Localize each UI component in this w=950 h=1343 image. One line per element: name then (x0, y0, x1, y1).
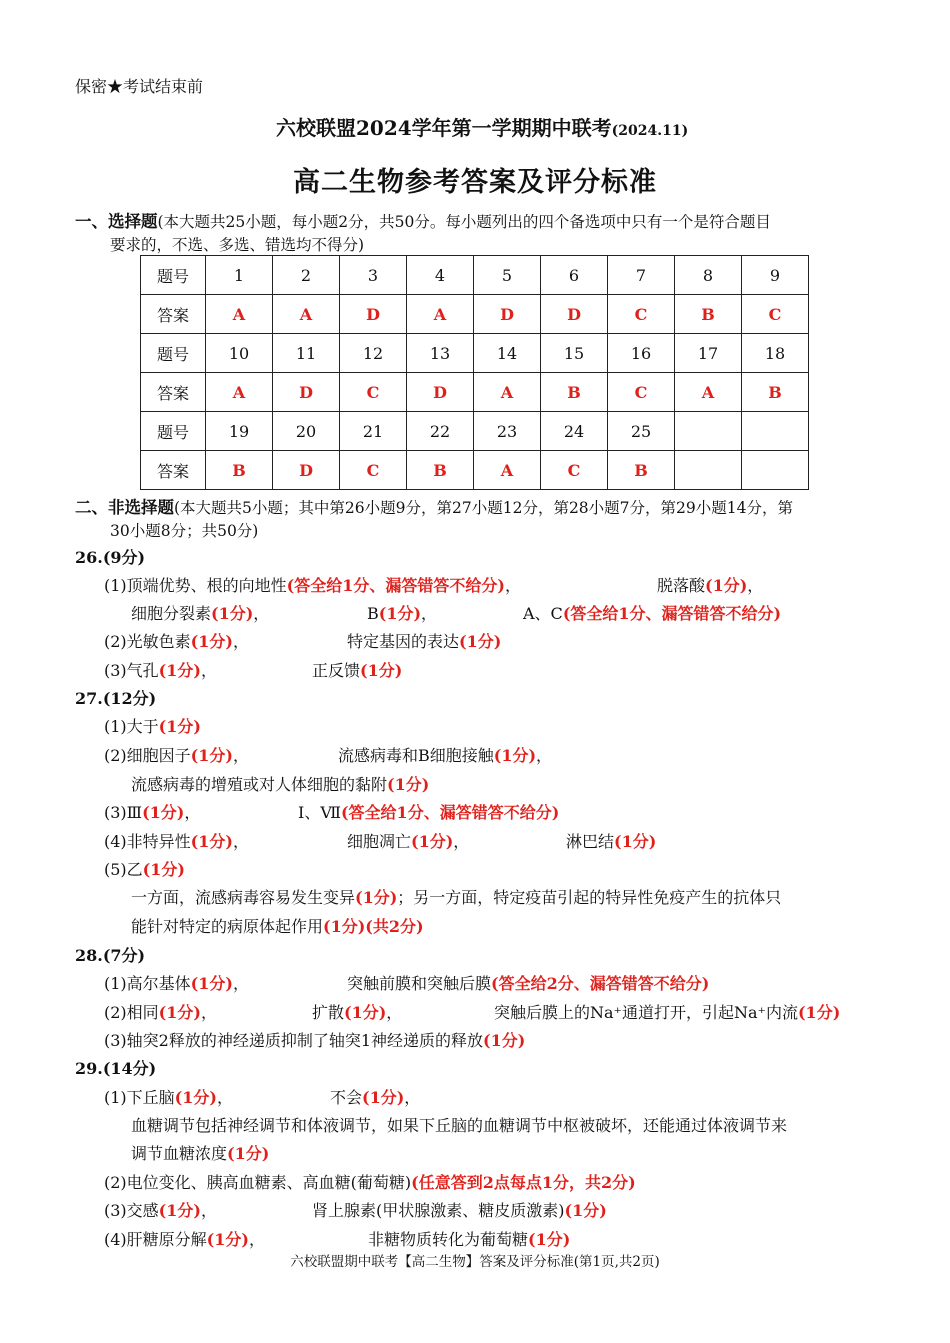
q28-heading: 28.(7分) (75, 946, 146, 965)
answer-cell: A (474, 451, 541, 490)
q26-l2b-punct: ， (421, 604, 438, 623)
q27-l4a-score: (1分) (142, 803, 185, 822)
q26-l3a-score: (1分) (190, 632, 233, 651)
q27-line5b (347, 829, 469, 852)
q26-l1b-text: 脱落酸 (657, 576, 706, 595)
q26-l1a-punct: ， (504, 576, 521, 595)
q26-line1b (657, 573, 763, 596)
question-number-cell: 7 (608, 256, 675, 295)
question-number-row (141, 334, 809, 373)
q26-l1a-text: (1)顶端优势、根的向地性 (104, 576, 287, 595)
q28-line2a (104, 1000, 217, 1023)
answer-cell: B (608, 451, 675, 490)
q27-l2b-text: 流感病毒和B细胞接触 (338, 746, 494, 765)
question-number-cell (742, 412, 809, 451)
question-row-label: 题号 (141, 412, 206, 451)
section1-desc-2: 要求的，不选、多选、错选均不得分) (110, 236, 365, 254)
answer-table (140, 255, 809, 490)
q26-line3a (104, 629, 249, 652)
q29-l1b-punct: ， (404, 1088, 421, 1107)
q26-l1b-punct: ， (747, 576, 764, 595)
answer-cell (675, 451, 742, 490)
q26-heading: 26.(9分) (75, 548, 146, 567)
q27-line4b (298, 800, 559, 823)
q27-line2a (104, 743, 249, 766)
q27-l7a-text: 一方面，流感病毒容易发生变异 (131, 888, 356, 907)
section2-title: 二、非选择题 (75, 498, 174, 517)
section1-heading (75, 208, 771, 232)
q26-l2a-score: (1分) (211, 604, 254, 623)
question-number-cell (675, 412, 742, 451)
q27-l5c-text: 淋巴结 (566, 832, 615, 851)
q26-l3a-punct: ， (232, 632, 249, 651)
q29-l1a-text: (1)下丘脑 (104, 1088, 175, 1107)
q29-l6b-score: (1分) (528, 1230, 571, 1249)
confidential-label: 保密★考试结束前 (75, 77, 204, 96)
q27-line4a (104, 800, 200, 823)
q27-l4a-punct: ， (184, 803, 201, 822)
answer-cell: C (742, 295, 809, 334)
q29-line1a (104, 1085, 233, 1108)
question-number-cell: 13 (407, 334, 474, 373)
section2-desc-2: 30小题8分；共50分) (110, 522, 259, 540)
q26-l4a-score: (1分) (158, 661, 201, 680)
question-number-cell: 19 (206, 412, 273, 451)
question-number-cell: 9 (742, 256, 809, 295)
question-number-cell: 6 (541, 256, 608, 295)
q29-l1a-punct: ， (216, 1088, 233, 1107)
question-number-cell: 3 (340, 256, 407, 295)
question-number-cell: 4 (407, 256, 474, 295)
q26-l4b-text: 正反馈 (312, 661, 361, 680)
q28-l1a-score: (1分) (190, 974, 233, 993)
answer-cell: D (474, 295, 541, 334)
q27-l1a-text: (1)大于 (104, 717, 159, 736)
q29-l1b-text: 不会 (330, 1088, 363, 1107)
q29-l6a-text: (4)肝糖原分解 (104, 1230, 207, 1249)
q29-heading: 29.(14分) (75, 1059, 157, 1078)
q27-l4a-text: (3)Ⅲ (104, 803, 143, 822)
q29-line4 (104, 1170, 636, 1193)
q26-l2c-text: A、C (523, 604, 563, 623)
q29-line6b (368, 1227, 570, 1250)
q29-l5b-text: 肾上腺素(甲状腺激素、糖皮质激素) (312, 1201, 565, 1220)
q28-l2b-score: (1分) (344, 1003, 387, 1022)
q27-l2a-text: (2)细胞因子 (104, 746, 191, 765)
q28-line3 (104, 1028, 525, 1051)
answer-cell: C (340, 373, 407, 412)
q27-l2b-punct: ， (536, 746, 553, 765)
q27-l3a-text: 流感病毒的增殖或对人体细胞的黏附 (131, 775, 388, 794)
question-number-cell: 17 (675, 334, 742, 373)
question-row-label: 题号 (141, 256, 206, 295)
q27-l8a-score: (1分)(共2分) (323, 917, 424, 936)
q29-l4a-score: (任意答到2点每点1分，共2分) (411, 1173, 636, 1192)
answer-cell (742, 451, 809, 490)
q26-l2c-score: (答全给1分、漏答错答不给分) (562, 604, 782, 623)
q27-l8a-text: 能针对特定的病原体起作用 (131, 917, 324, 936)
q26-l2a-punct: ， (253, 604, 270, 623)
q26-l2a-text: 细胞分裂素 (131, 604, 212, 623)
q29-l6a-punct: ， (248, 1230, 265, 1249)
q29-l5b-score: (1分) (564, 1201, 607, 1220)
q27-l7a-score: (1分) (355, 888, 398, 907)
q29-l5a-text: (3)交感 (104, 1201, 159, 1220)
q27-l2b-score: (1分) (493, 746, 537, 765)
q29-l5a-punct: ， (200, 1201, 217, 1220)
q27-l5a-score: (1分) (190, 832, 233, 851)
answer-cell: B (541, 373, 608, 412)
answer-row (141, 373, 809, 412)
q29-l6b-text: 非糖物质转化为葡萄糖 (368, 1230, 529, 1249)
q27-l6a-score: (1分) (142, 860, 185, 879)
q27-line3 (131, 772, 429, 795)
answer-cell: B (407, 451, 474, 490)
q27-line5a (104, 829, 249, 852)
q28-l2b-text: 扩散 (312, 1003, 345, 1022)
q28-l2a-score: (1分) (158, 1003, 201, 1022)
answer-row-label: 答案 (141, 451, 206, 490)
q27-l4b-score: (答全给1分、漏答错答不给分) (340, 803, 560, 822)
q29-line3 (131, 1141, 269, 1164)
question-number-cell: 18 (742, 334, 809, 373)
q28-line1b (347, 971, 709, 994)
question-number-cell: 21 (340, 412, 407, 451)
q27-line2b (338, 743, 552, 766)
q28-l1a-punct: ， (232, 974, 249, 993)
exam-date: (2024.11) (611, 123, 689, 139)
question-number-cell: 5 (474, 256, 541, 295)
q26-l2b-score: (1分) (378, 604, 422, 623)
answer-cell: C (608, 373, 675, 412)
question-number-cell: 11 (273, 334, 340, 373)
question-number-cell: 10 (206, 334, 273, 373)
section2-heading (75, 494, 793, 518)
answer-cell: D (407, 373, 474, 412)
answer-cell: B (675, 295, 742, 334)
q29-l3a-score: (1分) (227, 1144, 270, 1163)
answer-row-label: 答案 (141, 295, 206, 334)
question-number-cell: 23 (474, 412, 541, 451)
q27-l4b-text: Ⅰ、Ⅶ (298, 803, 341, 822)
question-number-cell: 2 (273, 256, 340, 295)
q26-l4a-punct: ， (200, 661, 217, 680)
answer-cell: D (541, 295, 608, 334)
q27-l5b-punct: ， (453, 832, 470, 851)
q27-l7b-text: ；另一方面，特定疫苗引起的特异性免疫产生的抗体只 (397, 888, 782, 907)
question-number-cell: 22 (407, 412, 474, 451)
exam-title (276, 112, 688, 141)
q27-l5c-score: (1分) (614, 832, 657, 851)
q27-line7 (131, 885, 781, 908)
answer-cell: C (340, 451, 407, 490)
answer-cell: B (206, 451, 273, 490)
q29-line5a (104, 1198, 217, 1221)
q27-l2a-score: (1分) (190, 746, 233, 765)
q27-l6a-text: (5)乙 (104, 860, 143, 879)
q26-line3b (347, 629, 501, 652)
q28-l2b-punct: ， (386, 1003, 403, 1022)
question-number-row (141, 412, 809, 451)
page-title: 高二生物参考答案及评分标准 (293, 167, 657, 198)
q27-line8 (131, 914, 424, 937)
q29-line5b (312, 1198, 607, 1221)
answer-cell: A (474, 373, 541, 412)
q26-line4b (312, 658, 402, 681)
answer-cell: D (273, 451, 340, 490)
question-number-cell: 24 (541, 412, 608, 451)
section1-title: 一、选择题 (75, 212, 158, 231)
q26-l1b-score: (1分) (705, 576, 748, 595)
q29-l6a-score: (1分) (206, 1230, 249, 1249)
q28-l3a-text: (3)轴突2释放的神经递质抑制了轴突1神经递质的释放 (104, 1031, 484, 1050)
q26-l1a-score: (答全给1分、漏答错答不给分) (286, 576, 505, 595)
q27-l5a-text: (4)非特异性 (104, 832, 191, 851)
q26-l3b-score: (1分) (459, 632, 502, 651)
q26-line2c (523, 601, 781, 624)
q27-line6 (104, 857, 185, 880)
q28-l2a-punct: ， (200, 1003, 217, 1022)
q29-l5a-score: (1分) (158, 1201, 201, 1220)
q27-l5b-text: 细胞凋亡 (347, 832, 412, 851)
question-number-cell: 25 (608, 412, 675, 451)
q28-l1b-score: (答全给2分、漏答错答不给分) (491, 974, 710, 993)
q28-line2c (494, 1000, 840, 1023)
q29-l4a-text: (2)电位变化、胰高血糖素、高血糖(葡萄糖) (104, 1173, 412, 1192)
q29-line6a (104, 1227, 265, 1250)
q28-l3a-score: (1分) (483, 1031, 526, 1050)
q28-l2c-score: (1分) (797, 1003, 841, 1022)
answer-cell: D (273, 373, 340, 412)
q26-line2a (131, 601, 269, 624)
q26-l2b-text: B (367, 604, 379, 623)
question-number-cell: 16 (608, 334, 675, 373)
q27-l3a-score: (1分) (387, 775, 430, 794)
section1-desc-1: (本大题共25小题，每小题2分，共50分。每小题列出的四个备选项中只有一个是符合题目 (157, 213, 771, 231)
page-footer: 六校联盟期中联考【高二生物】答案及评分标准(第1页,共2页) (290, 1254, 660, 1270)
question-number-cell: 1 (206, 256, 273, 295)
q29-line1b (330, 1085, 420, 1108)
q26-line2b (367, 601, 437, 624)
answer-row (141, 451, 809, 490)
question-number-cell: 20 (273, 412, 340, 451)
q29-l1a-score: (1分) (174, 1088, 217, 1107)
question-number-row (141, 256, 809, 295)
q29-l3a-text: 调节血糖浓度 (131, 1144, 228, 1163)
answer-cell: A (407, 295, 474, 334)
q27-l5a-punct: ， (232, 832, 249, 851)
q27-line5c (566, 829, 656, 852)
q28-l1b-text: 突触前膜和突触后膜 (347, 974, 492, 993)
q28-l2c-text: 突触后膜上的Na⁺通道打开，引起Na⁺内流 (494, 1003, 798, 1022)
question-number-cell: 14 (474, 334, 541, 373)
answer-cell: A (675, 373, 742, 412)
section2-desc-1: (本大题共5小题；其中第26小题9分，第27小题12分，第28小题7分，第29小题14分，第 (174, 499, 793, 517)
exam-title-text: 六校联盟2024学年第一学期期中联考 (276, 116, 612, 140)
answer-cell: C (541, 451, 608, 490)
q28-line1a (104, 971, 249, 994)
q28-l2a-text: (2)相同 (104, 1003, 159, 1022)
q26-l4b-score: (1分) (360, 661, 403, 680)
q26-line1a (104, 573, 521, 596)
answer-cell: A (206, 295, 273, 334)
q27-l2a-punct: ， (232, 746, 249, 765)
question-number-cell: 12 (340, 334, 407, 373)
q27-heading: 27.(12分) (75, 689, 157, 708)
q27-line1 (104, 714, 201, 737)
answer-cell: A (273, 295, 340, 334)
answer-row-label: 答案 (141, 373, 206, 412)
question-number-cell: 15 (541, 334, 608, 373)
answer-cell: B (742, 373, 809, 412)
answer-cell: A (206, 373, 273, 412)
q27-l5b-score: (1分) (411, 832, 454, 851)
question-row-label: 题号 (141, 334, 206, 373)
answer-cell: C (608, 295, 675, 334)
question-number-cell: 8 (675, 256, 742, 295)
answer-cell: D (340, 295, 407, 334)
q27-l1a-score: (1分) (158, 717, 201, 736)
q26-l3a-text: (2)光敏色素 (104, 632, 191, 651)
q28-line2b (312, 1000, 402, 1023)
q28-l1a-text: (1)高尔基体 (104, 974, 191, 993)
answer-row (141, 295, 809, 334)
q29-l1b-score: (1分) (362, 1088, 405, 1107)
q29-line2: 血糖调节包括神经调节和体液调节，如果下丘脑的血糖调节中枢被破坏，还能通过体液调节来 (131, 1116, 788, 1135)
q26-line4a (104, 658, 217, 681)
q26-l4a-text: (3)气孔 (104, 661, 159, 680)
q26-l3b-text: 特定基因的表达 (347, 632, 460, 651)
